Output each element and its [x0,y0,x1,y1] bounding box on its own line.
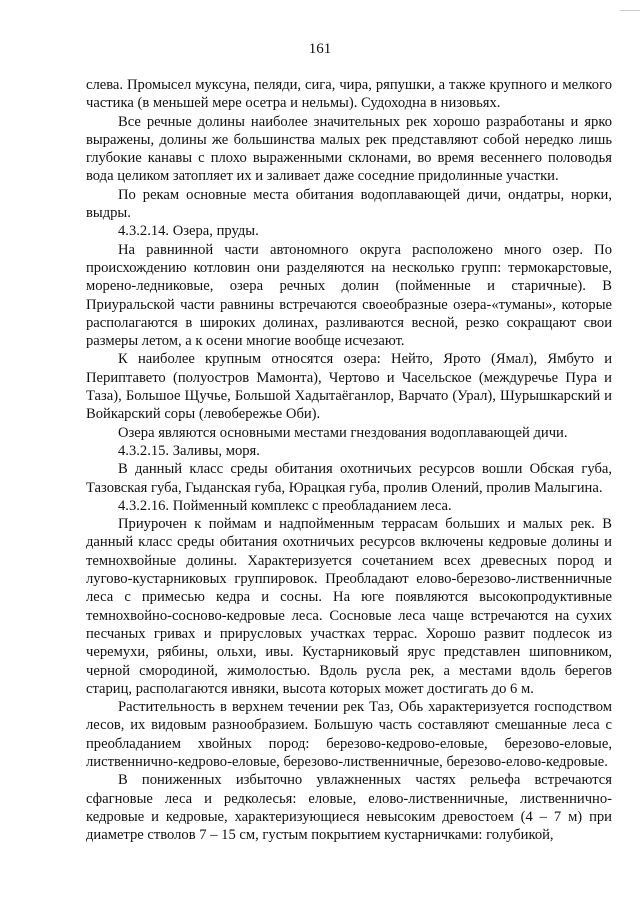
section-heading-bays-seas: 4.3.2.15. Заливы, моря. [118,442,260,459]
body-text [86,76,612,844]
paragraph-floodplain-description: Приурочен к поймам и надпойменным террасам больших и малых рек. В данный класс среды обитания охотничьих ресурсов включены кедровые долины и темнохвойные долины. Характеризуется сочетанием всех древесных пород и лугово-кустарниковых группировок. Преобладают елово-березово-лиственничные леса с примесью кедра и сосны. На юге появляются высокопродуктивные темнохвойно-сосново-кедровые леса. Сосновые леса чаще встречаются на сухих песчаных гривах и прирусловых участках террас. Хорошо развит подлесок из черемухи, рябины, ольхи, ивы. Кустарниковый ярус представлен шиповником, черной смородиной, жимолостью. Вдоль русла рек, а местами вдоль берегов стариц, располагаются ивняки, высота которых может достигать до 6 м. [86,516,612,697]
paragraph-sphagnum-forests: В пониженных избыточно увлажненных частях рельефа встречаются сфагновые леса и редколесья: еловые, елово-лиственничные, лиственнично-кедровые и кедровые, характеризующиеся невысоким древостоем (4 – 7 м) при диаметре стволов 7 – 15 см, густым покрытием кустарничками: голубикой, [86,772,612,844]
scan-corner-mark [620,0,640,11]
paragraph-upper-reaches-vegetation: Растительность в верхнем течении рек Таз, Обь характеризуется господством лесов, их видовым разнообразием. Большую часть составляют смешанные леса с преобладанием хвойных пород: березово-кедрово-еловые, березово-еловые, лиственнично-кедрово-еловые, березово-лиственничные, березово-елово-кедровые. [86,699,612,770]
paragraph-largest-lakes: К наиболее крупным относятся озера: Нейто, Ярото (Ямал), Ямбуто и Периптавето (полуостров Мамонта), Чертово и Часельское (междуречье Пура и Таза), Большое Щучье, Большой Хадытаёганлор, Варчато (Урал), Шурышкарский и Войкарский соры (левобережье Оби). [86,351,612,423]
paragraph-bays-list: В данный класс среды обитания охотничьих ресурсов вошли Обская губа, Тазовская губа, Гыданская губа, Юрацкая губа, пролив Олений, пролив Малыгина. [86,461,612,496]
paragraph-muksun-fishing: слева. Промысел муксуна, пеляди, сига, чира, ряпушки, а также крупного и мелкого частика (в меньшей мере осетра и нельмы). Судоходна в низовьях. [86,77,612,112]
section-heading-floodplain-forest: 4.3.2.16. Пойменный комплекс с преобладанием леса. [118,497,452,514]
paragraph-river-valleys: Все речные долины наиболее значительных рек хорошо разработаны и ярко выражены, долины же большинства малых рек представляют собой нередко лишь глубокие канавы с плохо выраженными склонами, во время весеннего половодья вода целиком затопляет их и заливает даже соседние придолинные участки. [86,113,612,185]
section-heading-lakes-ponds: 4.3.2.14. Озера, пруды. [118,223,259,240]
page-number: 161 [308,41,332,57]
paragraph-lake-origins: На равнинной части автономного округа расположено много озер. По происхождению котловин они разделяются на несколько групп: термокарстовые, морено-ледниковые, озера речных долин (пойменные и старичные). В Приуральской части равнины встречаются своеобразные озера-«туманы», которые располагаются в широких долинах, разливаются весной, резко сокращают свои размеры летом, а к осени многие вообще исчезают. [86,241,612,350]
paragraph-river-habitats: По рекам основные места обитания водоплавающей дичи, ондатры, норки, выдры. [86,186,612,222]
paragraph-lake-nesting: Озера являются основными местами гнездования водоплавающей дичи. [118,424,568,441]
